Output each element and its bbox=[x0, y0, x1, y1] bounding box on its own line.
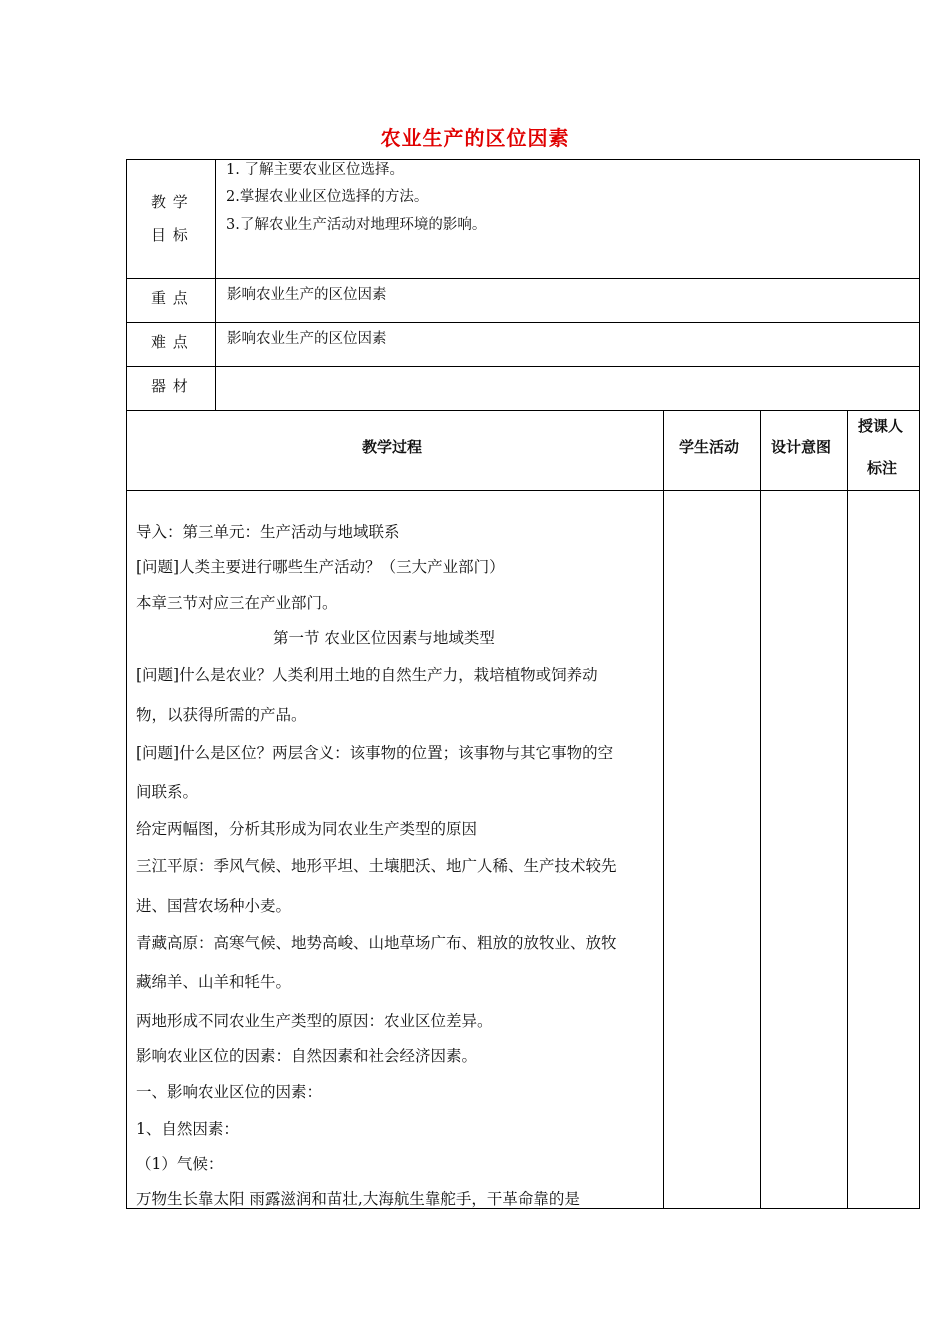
header-teacher-note-line1: 授课人 bbox=[858, 417, 904, 435]
goals-label-line1: 教 学 bbox=[151, 193, 189, 211]
goal-item: 3.了解农业生产活动对地理环境的影响。 bbox=[226, 217, 487, 233]
process-line: 两地形成不同农业生产类型的原因：农业区位差异。 bbox=[136, 1012, 493, 1030]
process-line: 物，以获得所需的产品。 bbox=[136, 706, 307, 724]
page-title: 农业生产的区位因素 bbox=[380, 126, 570, 150]
header-teacher-note-line2: 标注 bbox=[867, 459, 898, 477]
process-line: [问题]人类主要进行哪些生产活动？（三大产业部门） bbox=[136, 558, 505, 576]
process-line: 进、国营农场种小麦。 bbox=[136, 897, 292, 915]
process-line: 青藏高原：高寒气候、地势高峻、山地草场广布、粗放的放牧业、放牧 bbox=[136, 934, 617, 952]
process-line: 一、影响农业区位的因素： bbox=[136, 1083, 323, 1101]
materials-label: 器 材 bbox=[151, 377, 189, 395]
column-divider bbox=[760, 410, 761, 1209]
goals-label-line2: 目 标 bbox=[151, 226, 189, 244]
process-line: [问题]什么是区位？两层含义：该事物的位置；该事物与其它事物的空 bbox=[136, 744, 614, 762]
table-border-left bbox=[126, 159, 127, 1209]
difficulty-label: 难 点 bbox=[151, 333, 189, 351]
header-teaching-process: 教学过程 bbox=[362, 438, 423, 456]
column-divider bbox=[663, 410, 664, 1209]
process-line: 本章三节对应三在产业部门。 bbox=[136, 594, 338, 612]
goal-item: 1. 了解主要农业区位选择。 bbox=[226, 162, 404, 178]
key-point-value: 影响农业生产的区位因素 bbox=[227, 287, 387, 303]
process-line: （1）气候： bbox=[136, 1155, 224, 1173]
row-divider bbox=[126, 366, 920, 367]
process-line: 万物生长靠太阳 雨露滋润和苗壮,大海航生靠舵手，干革命靠的是 bbox=[136, 1190, 580, 1208]
row-divider bbox=[126, 410, 920, 411]
section-heading: 第一节 农业区位因素与地域类型 bbox=[273, 629, 495, 647]
key-point-label: 重 点 bbox=[151, 289, 189, 307]
process-line: 1、自然因素： bbox=[136, 1120, 239, 1138]
row-divider bbox=[126, 278, 920, 279]
table-border-top bbox=[126, 159, 920, 160]
label-column-divider bbox=[215, 159, 216, 411]
process-line: 三江平原：季风气候、地形平坦、土壤肥沃、地广人稀、生产技术较先 bbox=[136, 857, 617, 875]
header-design-intent: 设计意图 bbox=[771, 438, 832, 456]
process-line: 间联系。 bbox=[136, 783, 199, 801]
header-student-activity: 学生活动 bbox=[679, 438, 740, 456]
process-line: 导入：第三单元：生产活动与地域联系 bbox=[136, 523, 400, 541]
process-line: 藏绵羊、山羊和牦牛。 bbox=[136, 973, 292, 991]
difficulty-value: 影响农业生产的区位因素 bbox=[227, 331, 387, 347]
row-divider bbox=[126, 322, 920, 323]
goal-item: 2.掌握农业业区位选择的方法。 bbox=[226, 189, 429, 205]
row-divider bbox=[126, 490, 920, 491]
process-line: 影响农业区位的因素：自然因素和社会经济因素。 bbox=[136, 1047, 478, 1065]
process-line: [问题]什么是农业？人类利用土地的自然生产力，栽培植物或饲养动 bbox=[136, 666, 598, 684]
column-divider bbox=[847, 410, 848, 1209]
table-border-right bbox=[919, 159, 920, 1209]
process-line: 给定两幅图，分析其形成为同农业生产类型的原因 bbox=[136, 820, 478, 838]
